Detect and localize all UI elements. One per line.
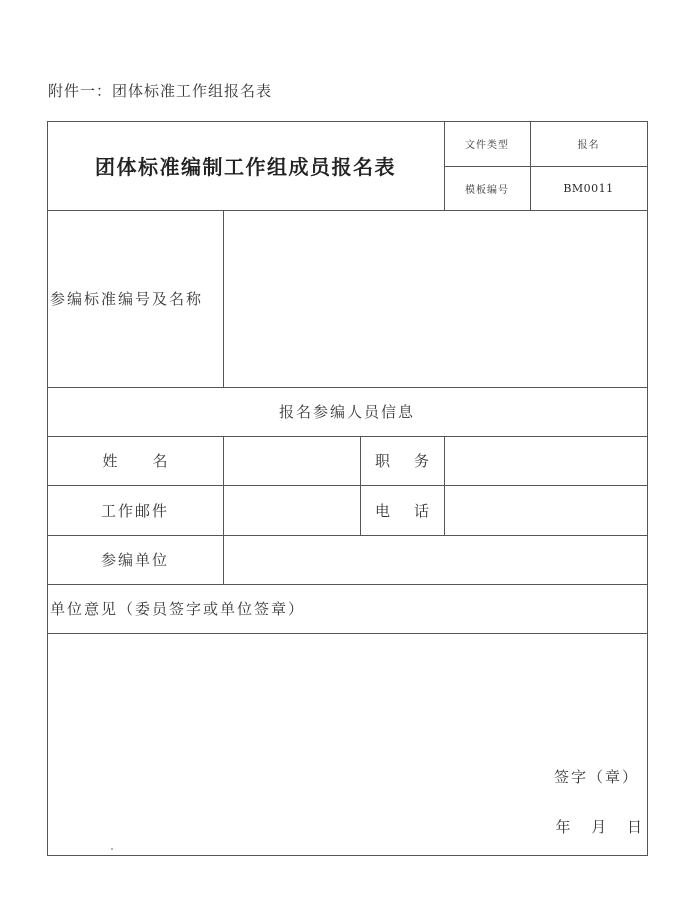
doc-type-label: 文件类型 [465, 140, 509, 151]
registration-form [47, 121, 648, 856]
phone-label: 电话 [375, 501, 454, 520]
org-input[interactable] [223, 535, 647, 584]
template-no-label: 模板编号 [465, 184, 509, 196]
org-label: 参编单位 [100, 551, 169, 569]
email-label: 工作邮件 [100, 501, 169, 520]
standard-input[interactable] [223, 210, 647, 387]
phone-input[interactable] [444, 485, 647, 535]
name-label: 姓名 [102, 452, 203, 470]
position-label: 职务 [375, 452, 454, 470]
form-border-right [647, 121, 648, 856]
section-title: 报名参编人员信息 [278, 403, 415, 421]
name-input[interactable] [223, 436, 360, 485]
opinion-label: 单位意见（委员签字或单位签章） [50, 600, 306, 618]
scan-speck [111, 848, 113, 850]
form-title: 团体标准编制工作组成员报名表 [95, 155, 396, 179]
standard-label: 参编标准编号及名称 [50, 290, 204, 308]
email-input[interactable] [223, 485, 360, 535]
attachment-heading: 附件一：团体标准工作组报名表 [48, 82, 273, 100]
template-no-value: BM0011 [563, 181, 614, 195]
position-input[interactable] [444, 436, 647, 485]
doc-type-value: 报名 [577, 140, 600, 151]
date-label: 年 月 日 [555, 817, 644, 836]
form-border-bottom [47, 855, 648, 856]
signature-label: 签字（章） [553, 767, 639, 786]
